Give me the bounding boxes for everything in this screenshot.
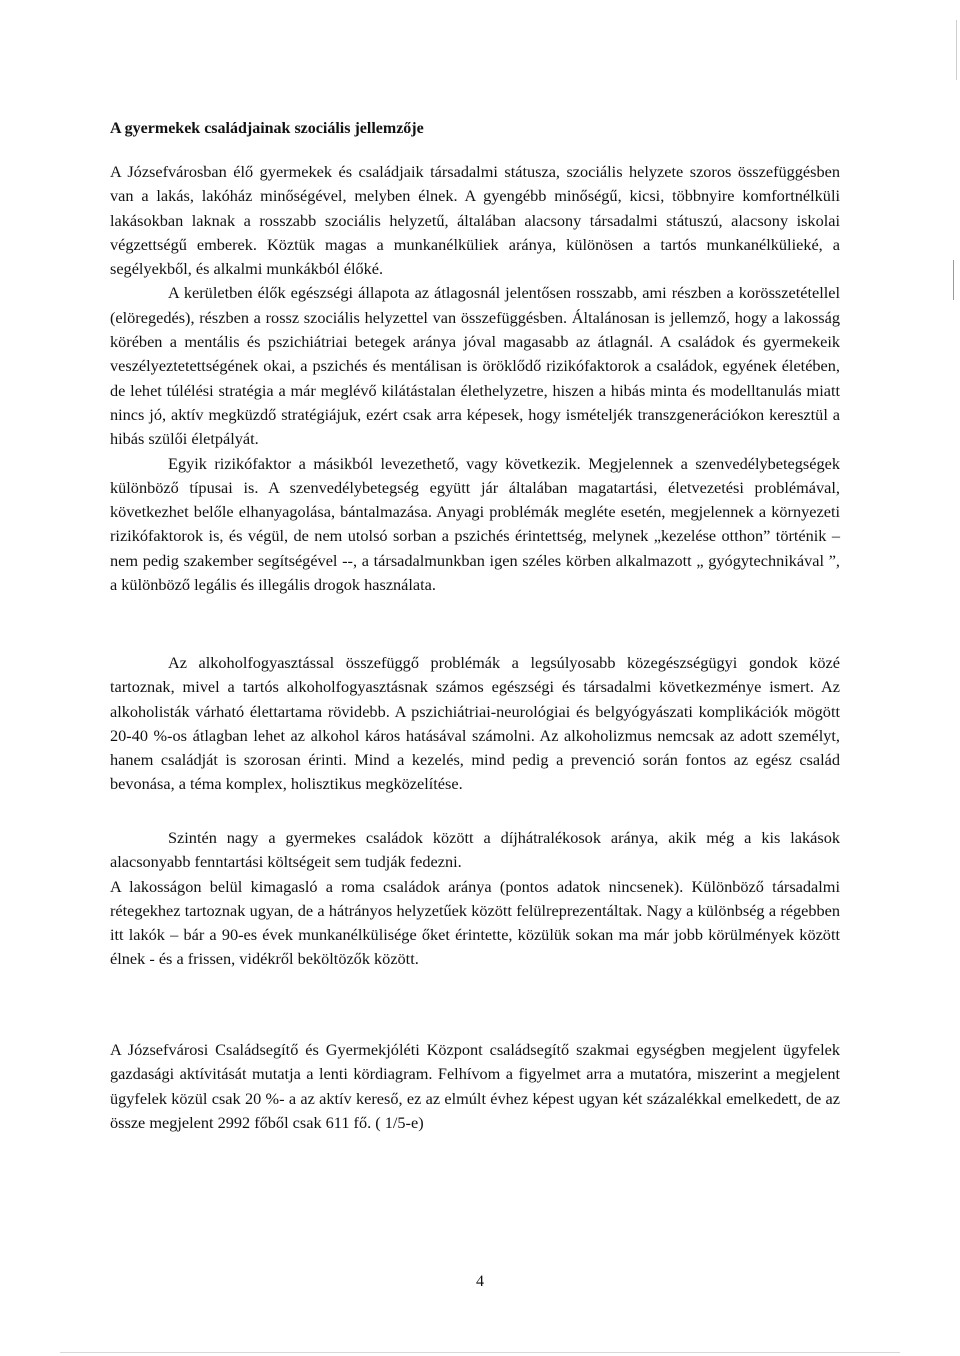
scan-artifact-bottom [60,1352,900,1353]
paragraph-economic-activity: A Józsefvárosi Családsegítő és Gyermekjóléti Központ családsegítő szakmai egységben megjelent ügyfelek gazdasági aktívitását mutatja a lenti kördiagram. Felhívom a figyelmet arra a mutatóra, miszerint a megjelent ügyfelek közül csak 20 %- a az aktív kereső, ez az elmúlt évhez képest ugyan két százalékkal emelkedett, de az össze megjelent 2992 főből csak 611 fő. ( 1/5-e) [110,1040,840,1132]
scan-artifact-right-top [956,20,957,80]
paragraph-roma-families: A lakosságon belül kimagasló a roma családok aránya (pontos adatok nincsenek). Különböző társadalmi rétegekhez tartoznak ugyan, de a hátrányos helyzetűek között felülreprezentáltak. Nagy a különbség a régebben itt lakók – bár a 90-es évek munkanélkülisége őket érintette, közülük sokan ma már jobb körülmények között élnek - és a frissen, vidékről beköltözők között. [110,876,840,969]
scan-artifact-right [953,260,954,300]
paragraph-alcohol: Az alkoholfogyasztással összefüggő problémák a legsúlyosabb közegészségügyi gondok közé tartoznak, mivel a tartós alkoholfogyasztásnak számos egészségi és társadalmi következménye ismert. Az alkoholisták várható élettartama rövidebb. A pszichiátriai-neurológiai és belgyógyászati komplikációk mögött 20-40 %-os átlagban lehet az alkohol káros hatásával számolni. Az alkoholizmus nemcsak az adott személyt, hanem családját is szorosan érinti. Mind a kezelés, mind pedig a prevenció során fontos az egész család bevonása, a téma komplex, holisztikus megközelítése. [110,653,840,794]
section-social-status [110,160,840,597]
paragraph-housing: A Józsefvárosban élő gyermekek és családjaik társadalmi státusza, szociális helyzete szoros összefüggésben van a lakás, lakóház minőségével, melyben élnek. A gyengébb minőségű, kicsi, többnyire komfortnélküli lakásokban laknak a rosszabb szociális helyzetű, általában alacsony társadalmi státuszú, alacsony iskolai végzettségű emberek. Köztük magas a munkanélküliek aránya, különösen a tartós munkanélkülieké, a segélyekből, és alkalmi munkákból élőké. [110,162,840,279]
section-heading: A gyermekek családjainak szociális jellemzője [110,120,424,137]
section-family-support-center [110,1038,840,1135]
page-number: 4 [476,1273,484,1290]
section-alcohol [110,651,840,797]
section-families [110,826,840,972]
paragraph-risk-factors: Egyik rizikófaktor a másikból levezethető, vagy következik. Megjelennek a szenvedélybetegségek különböző típusai is. A szenvedélybetegség együtt jár általában magatartási, életvezetési problémával, következhet belőle elhanyagolása, bántalmazása. Anyagi problémák megléte esetén, megjelennek a környezeti rizikófaktorok is, és végül, de nem utolsó sorban a pszichés érintettség, melynek „kezelése otthon” történik – nem pedig szakember segítségével --, a társadalmunkban igen széles körben alkalmazott „ gyógytechnikával ”, a különböző legális és illegális drogok használata. [110,453,840,595]
paragraph-arrears: Szintén nagy a gyermekes családok között a díjhátralékosok aránya, akik még a kis lakások alacsonyabb fenntartási költségeit sem tudják fedezni. [110,828,840,872]
paragraph-health: A kerületben élők egészségi állapota az átlagosnál jelentősen rosszabb, ami részben a korösszetétellel (elöregedés), részben a rossz szociális helyzettel van összefüggésben. Általánosan is jellemző, hogy a lakosság körében a mentális és pszichiátriai betegek aránya jóval magasabb az átlagnál. A családok és gyermekeik veszélyeztetettségének okai, a pszichés és mentálisan is öröklődő rizikófaktorok a családok, egyének életében, de lehet túlélési stratégia a már meglévő kilátástalan élethelyzetre, hiszen a hibás minta és modelltanulás miatt nincs jó, aktív megküzdő stratégiájuk, ezért csak arra képesek, hogy ismételjék transzgenerációkon keresztül a hibás szülői életpályát. [110,283,840,449]
